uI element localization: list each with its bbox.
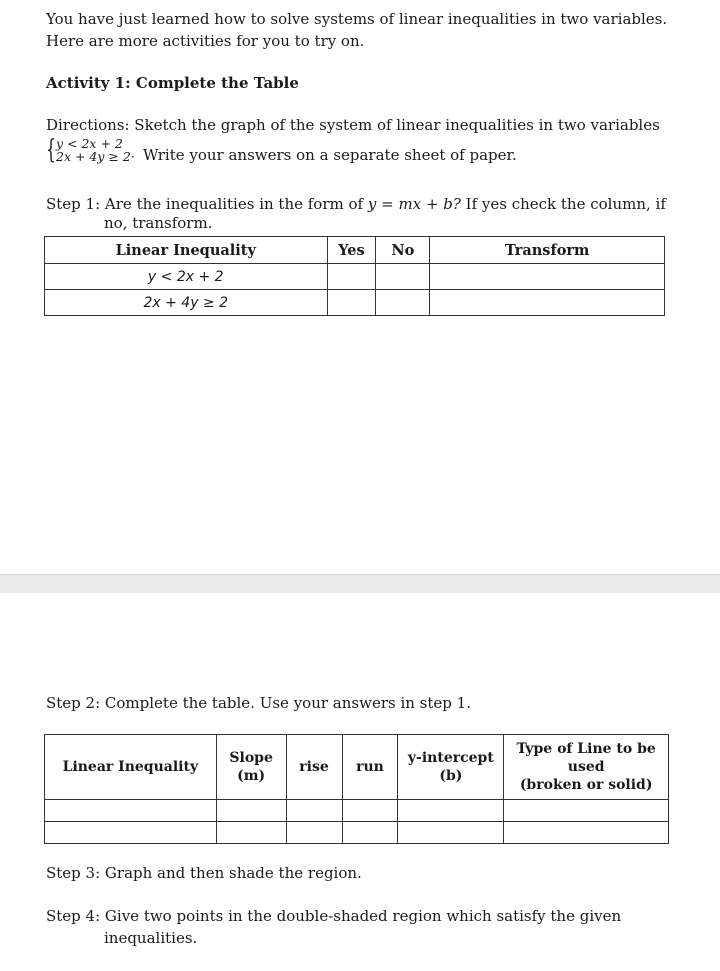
brace-symbol: { bbox=[46, 135, 56, 165]
header-linear-inequality: Linear Inequality bbox=[45, 735, 217, 800]
step1-table bbox=[44, 236, 665, 316]
header-transform: Transform bbox=[430, 237, 665, 264]
header-yes: Yes bbox=[327, 237, 376, 264]
no-cell[interactable] bbox=[376, 264, 430, 290]
answer-cell[interactable] bbox=[216, 822, 286, 844]
yes-cell[interactable] bbox=[327, 264, 376, 290]
activity-title: Activity 1: Complete the Table bbox=[46, 74, 299, 92]
header-linear-inequality: Linear Inequality bbox=[45, 237, 328, 264]
table-row bbox=[45, 264, 665, 290]
step1-line-1: Step 1: Are the inequalities in the form of y = mx + b? If yes check the column, if bbox=[46, 195, 666, 213]
answer-cell[interactable] bbox=[216, 800, 286, 822]
yes-cell[interactable] bbox=[327, 290, 376, 316]
answer-cell[interactable] bbox=[342, 800, 398, 822]
answer-cell[interactable] bbox=[504, 800, 669, 822]
answer-cell[interactable] bbox=[398, 822, 504, 844]
header-rise: rise bbox=[286, 735, 342, 800]
system-inequality-1: y < 2x + 2 bbox=[56, 136, 123, 151]
answer-cell[interactable] bbox=[286, 822, 342, 844]
transform-cell[interactable] bbox=[430, 290, 665, 316]
header-line-type: Type of Line to be used (broken or solid) bbox=[504, 735, 669, 800]
table-row bbox=[45, 822, 669, 844]
header-run: run bbox=[342, 735, 398, 800]
answer-cell[interactable] bbox=[504, 822, 669, 844]
answer-cell[interactable] bbox=[286, 800, 342, 822]
directions-line-2: Write your answers on a separate sheet of paper. bbox=[143, 146, 517, 164]
inequality-system bbox=[46, 137, 135, 163]
table-row bbox=[45, 290, 665, 316]
step4-text: Step 4: Give two points in the double-shaded region which satisfy the given inequalities. bbox=[46, 907, 622, 947]
transform-cell[interactable] bbox=[430, 264, 665, 290]
step3-text: Step 3: Graph and then shade the region. bbox=[46, 864, 362, 882]
answer-cell[interactable] bbox=[45, 822, 217, 844]
system-inequality-2: 2x + 4y ≥ 2· bbox=[56, 149, 135, 164]
step1-line-2: no, transform. bbox=[104, 214, 213, 232]
answer-cell[interactable] bbox=[342, 822, 398, 844]
inequality-cell: y < 2x + 2 bbox=[45, 264, 328, 290]
header-no: No bbox=[376, 237, 430, 264]
slope-intercept-form: y = mx + b? bbox=[367, 195, 461, 213]
header-y-intercept: y-intercept (b) bbox=[398, 735, 504, 800]
intro-line-2: Here are more activities for you to try on. bbox=[46, 32, 365, 50]
table-row bbox=[45, 800, 669, 822]
answer-cell[interactable] bbox=[45, 800, 217, 822]
no-cell[interactable] bbox=[376, 290, 430, 316]
directions-line-1: Directions: Sketch the graph of the system of linear inequalities in two variables bbox=[46, 116, 660, 134]
inequality-cell: 2x + 4y ≥ 2 bbox=[45, 290, 328, 316]
intro-line-1: You have just learned how to solve systems of linear inequalities in two variables. bbox=[46, 10, 668, 28]
intro-paragraph bbox=[46, 8, 696, 52]
page-separator bbox=[0, 574, 720, 593]
header-slope: Slope (m) bbox=[216, 735, 286, 800]
step2-table bbox=[44, 734, 669, 844]
step2-text: Step 2: Complete the table. Use your answers in step 1. bbox=[46, 694, 471, 712]
answer-cell[interactable] bbox=[398, 800, 504, 822]
